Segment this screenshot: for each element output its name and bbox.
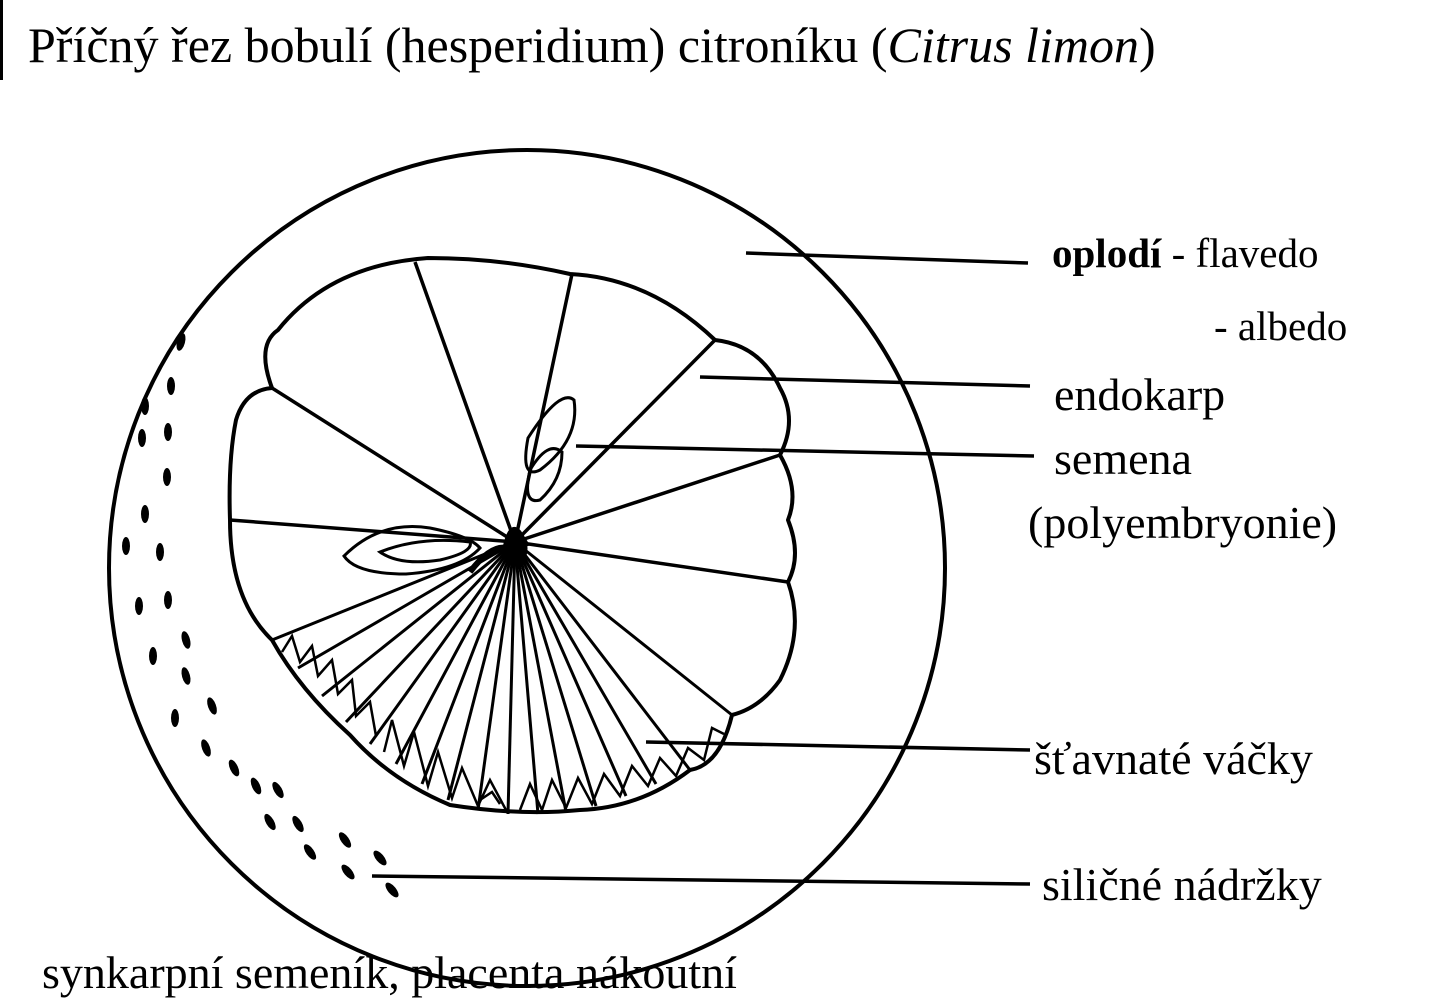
leader-stavnate [646,742,1030,750]
leader-oplodi [746,253,1028,263]
label-endokarp: endokarp [1054,369,1226,420]
leader-endokarp [700,377,1030,386]
title-main: Příčný řez bobulí (hesperidium) citroníku ( [28,17,888,73]
oil-glands [122,332,401,899]
title-species: Citrus limon [887,17,1139,73]
label-oplodi: oplodí [1052,230,1162,276]
label-stavnate-vacky: šťavnaté váčky [1034,733,1313,784]
leader-semena [576,446,1034,456]
label-oplodi-flavedo [1052,230,1319,276]
title-end: ) [1138,17,1156,73]
seed-left-2 [380,540,470,561]
label-silicne-nadrzky: siličné nádržky [1042,859,1322,910]
label-albedo: - albedo [1214,303,1348,349]
label-polyembryonie: (polyembryonie) [1028,497,1338,548]
juice-segment-lines [272,542,732,814]
leader-silicne [372,876,1030,884]
juice-vesicles [282,636,724,810]
diagram-caption: synkarpní semeník, placenta nákoutní [42,947,737,998]
label-semena: semena [1054,433,1192,484]
label-flavedo: - flavedo [1161,230,1319,276]
